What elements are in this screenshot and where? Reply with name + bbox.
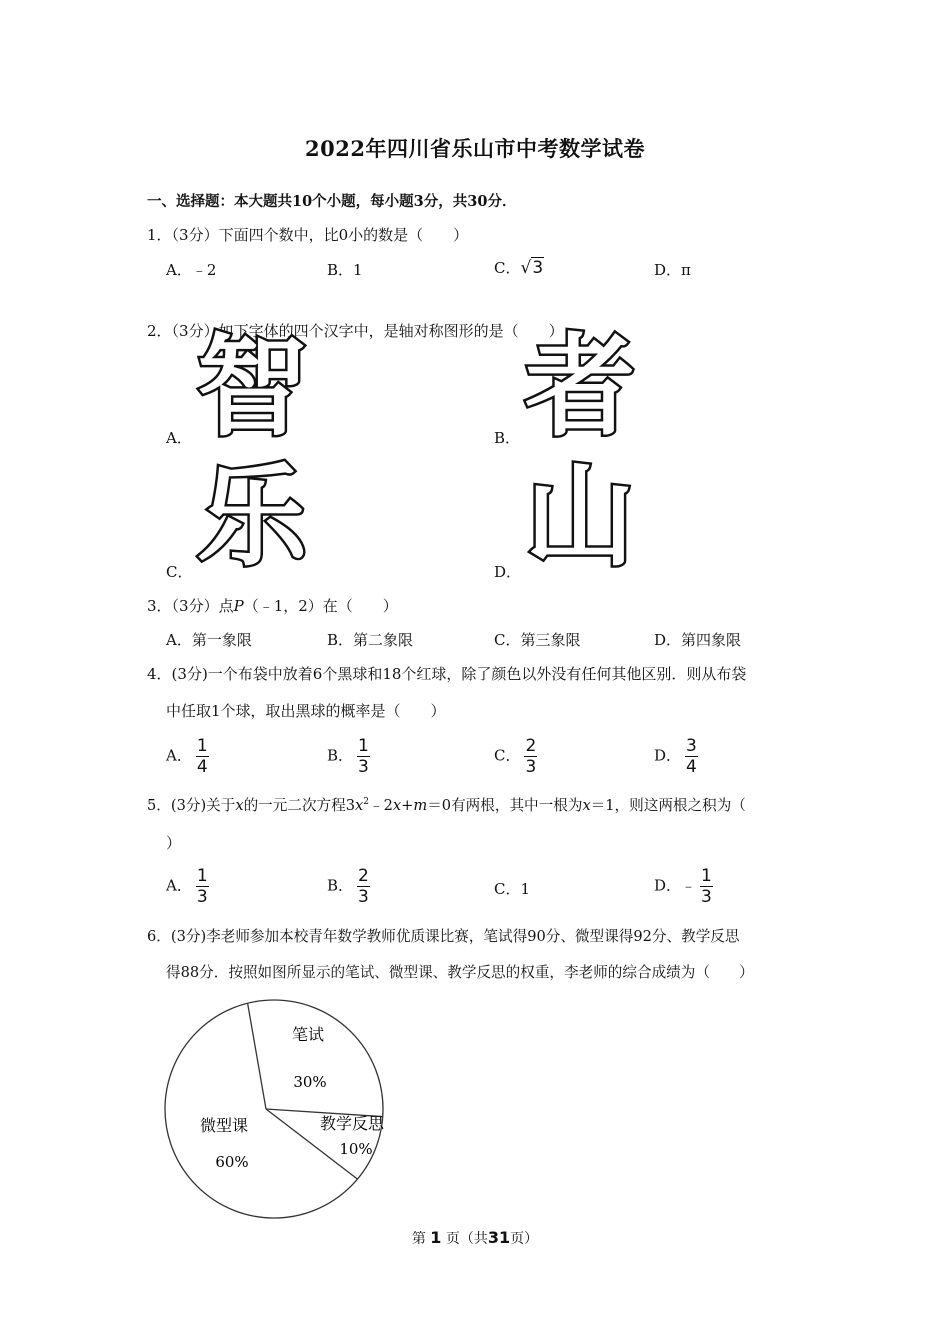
q4-option-d: D． $\frac{3}{4}$ — [654, 736, 697, 777]
glyph-shan-image — [518, 455, 643, 570]
q3-option-d: D．第四象限 — [654, 631, 742, 649]
q4-option-a: A． $\frac{1}{4}$ — [166, 736, 208, 777]
glyph-zhe-image — [518, 325, 643, 440]
glyph-le-image — [190, 455, 315, 570]
question-5-line1: 5．(3分)关于x的一元二次方程$3x^2﹣2x+m=0$有两根，其中一根为x＝1，则这两根之积为（ — [147, 797, 746, 814]
pie-chart — [160, 995, 395, 1220]
q5-option-d: D．﹣ $\frac{1}{3}$ — [654, 866, 712, 907]
pie-value-written: 30% — [293, 1073, 327, 1091]
q1-option-a: A．﹣2 — [166, 261, 217, 279]
q4-option-b: B． $\frac{1}{3}$ — [327, 736, 369, 777]
page-title: 2022年四川省乐山市中考数学试卷 — [305, 136, 645, 161]
q1-option-b: B．1 — [327, 261, 363, 279]
pie-value-reflection: 10% — [339, 1140, 373, 1158]
pie-slice-boundary-0 — [248, 1003, 266, 1109]
pie-label-written: 笔试 — [291, 1025, 325, 1044]
glyph-zhi: 智 — [197, 325, 307, 440]
pie-label-reflection: 教学反思 — [319, 1114, 385, 1133]
question-6-line2: 得88分．按照如图所显示的笔试、微型课、教学反思的权重，李老师的综合成绩为（ ） — [166, 964, 754, 981]
q3-option-a: A．第一象限 — [166, 631, 252, 649]
q4-option-c: C． $\frac{2}{3}$ — [494, 736, 537, 777]
q2-option-a: A． — [166, 429, 192, 447]
sqrt-expression: √3 — [520, 258, 544, 278]
q1-option-c: C．√3 — [494, 258, 544, 278]
glyph-zhi-image — [190, 325, 315, 440]
glyph-le: 乐 — [197, 455, 307, 570]
pie-label-micro-lesson: 微型课 — [199, 1116, 249, 1135]
glyph-zhe: 者 — [525, 325, 635, 440]
q5-option-c: C．1 — [494, 880, 531, 898]
q2-option-b: B． — [494, 429, 521, 447]
q3-option-c: C．第三象限 — [494, 631, 581, 649]
question-4-line2: 中任取1个球，取出黑球的概率是（ ） — [166, 702, 446, 720]
q3-option-b: B．第二象限 — [327, 631, 414, 649]
pie-value-micro-lesson: 60% — [215, 1153, 249, 1171]
section-heading: 一、选择题：本大题共10个小题，每小题3分，共30分． — [147, 193, 517, 210]
q2-option-d: D． — [494, 563, 522, 581]
q1-option-d: D．π — [654, 261, 691, 279]
question-1-stem: 1．（3分）下面四个数中，比0小的数是（ ） — [147, 226, 469, 244]
question-2-stem: 2．（3分）如下字体的四个汉字中，是轴对称图形的是（ ） — [147, 322, 564, 340]
question-4-line1: 4．(3分)一个布袋中放着6个黑球和18个红球，除了颜色以外没有任何其他区别．则从布袋 — [147, 665, 747, 683]
q5-option-b: B． $\frac{2}{3}$ — [327, 866, 369, 907]
q5-option-a: A． $\frac{1}{3}$ — [166, 866, 208, 907]
glyph-shan: 山 — [525, 455, 635, 570]
question-6-line1: 6．(3分)李老师参加本校青年数学教师优质课比赛，笔试得90分、微型课得92分、教学反思 — [147, 928, 740, 945]
page-footer: 第 1 页（共31页） — [411, 1228, 539, 1247]
question-3-stem: 3．（3分）点P（﹣1，2）在（ ） — [147, 597, 398, 615]
q2-option-c: C． — [166, 563, 193, 581]
question-5-line2: ） — [166, 834, 182, 852]
